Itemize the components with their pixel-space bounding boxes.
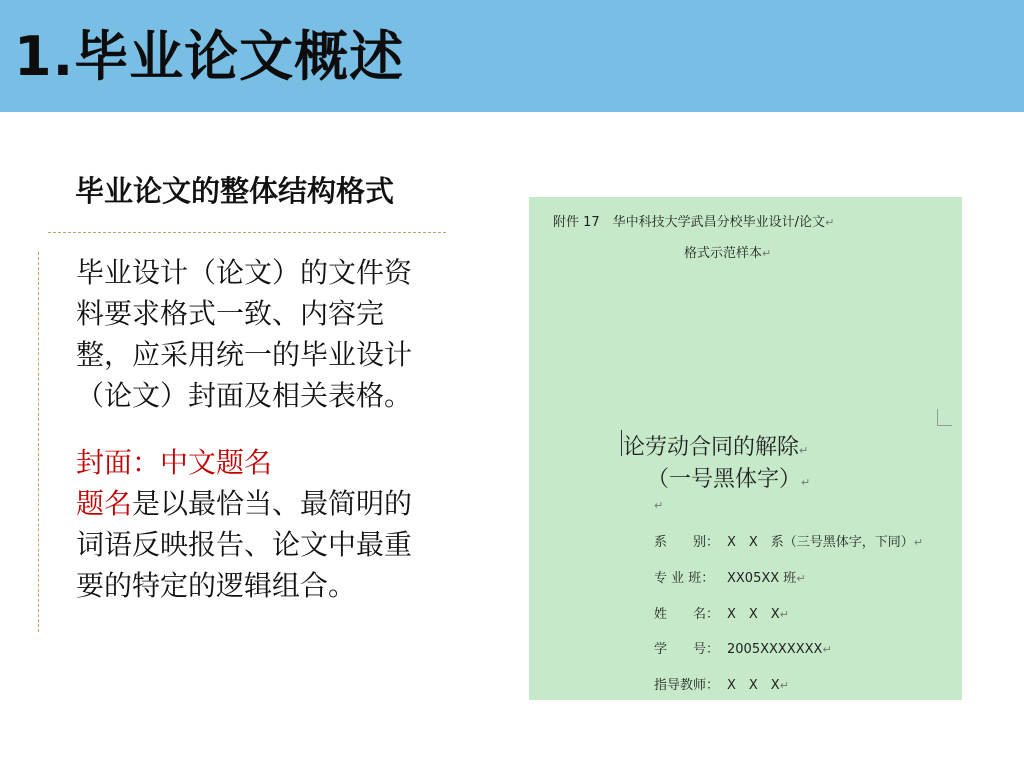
doc-header-line2: 格式示范样本↵ bbox=[684, 246, 772, 261]
dashed-divider-vertical bbox=[38, 252, 39, 632]
text-cursor bbox=[621, 430, 622, 456]
doc-row-name: 姓 名： X X X↵ bbox=[654, 607, 789, 622]
title-term: 题名 bbox=[76, 487, 133, 520]
dashed-divider-horizontal bbox=[48, 232, 446, 233]
doc-title: 论劳动合同的解除↵ bbox=[623, 435, 809, 460]
page-corner-mark bbox=[937, 409, 952, 426]
intro-paragraph: 毕业设计（论文）的文件资料要求格式一致、内容完整，应采用统一的毕业设计（论文）封面及相关表格。 bbox=[76, 256, 413, 412]
body-text bbox=[76, 252, 426, 606]
doc-row-class: 专 业 班： XX05XX 班↵ bbox=[654, 571, 806, 586]
page-title: 1.毕业论文概述 bbox=[14, 25, 405, 88]
document-sample-image bbox=[529, 197, 962, 700]
cover-heading: 封面：中文题名 bbox=[76, 446, 273, 479]
doc-row-student-id: 学 号： 2005XXXXXXX↵ bbox=[654, 642, 832, 657]
doc-header-line1: 附件 17 华中科技大学武昌分校毕业设计/论文↵ bbox=[553, 215, 835, 230]
paragraph-mark-icon: ↵ bbox=[654, 499, 664, 512]
doc-row-advisor: 指导教师： X X X↵ bbox=[654, 678, 789, 693]
doc-subtitle: （一号黑体字）↵ bbox=[647, 467, 811, 492]
doc-row-department: 系 别： X X 系（三号黑体字，下同）↵ bbox=[654, 535, 924, 550]
header-banner bbox=[0, 0, 1024, 112]
title-definition: 是以最恰当、最简明的词语反映报告、论文中最重要的特定的逻辑组合。 bbox=[76, 487, 413, 602]
section-subtitle: 毕业论文的整体结构格式 bbox=[75, 174, 395, 208]
cover-paragraph bbox=[76, 442, 426, 606]
